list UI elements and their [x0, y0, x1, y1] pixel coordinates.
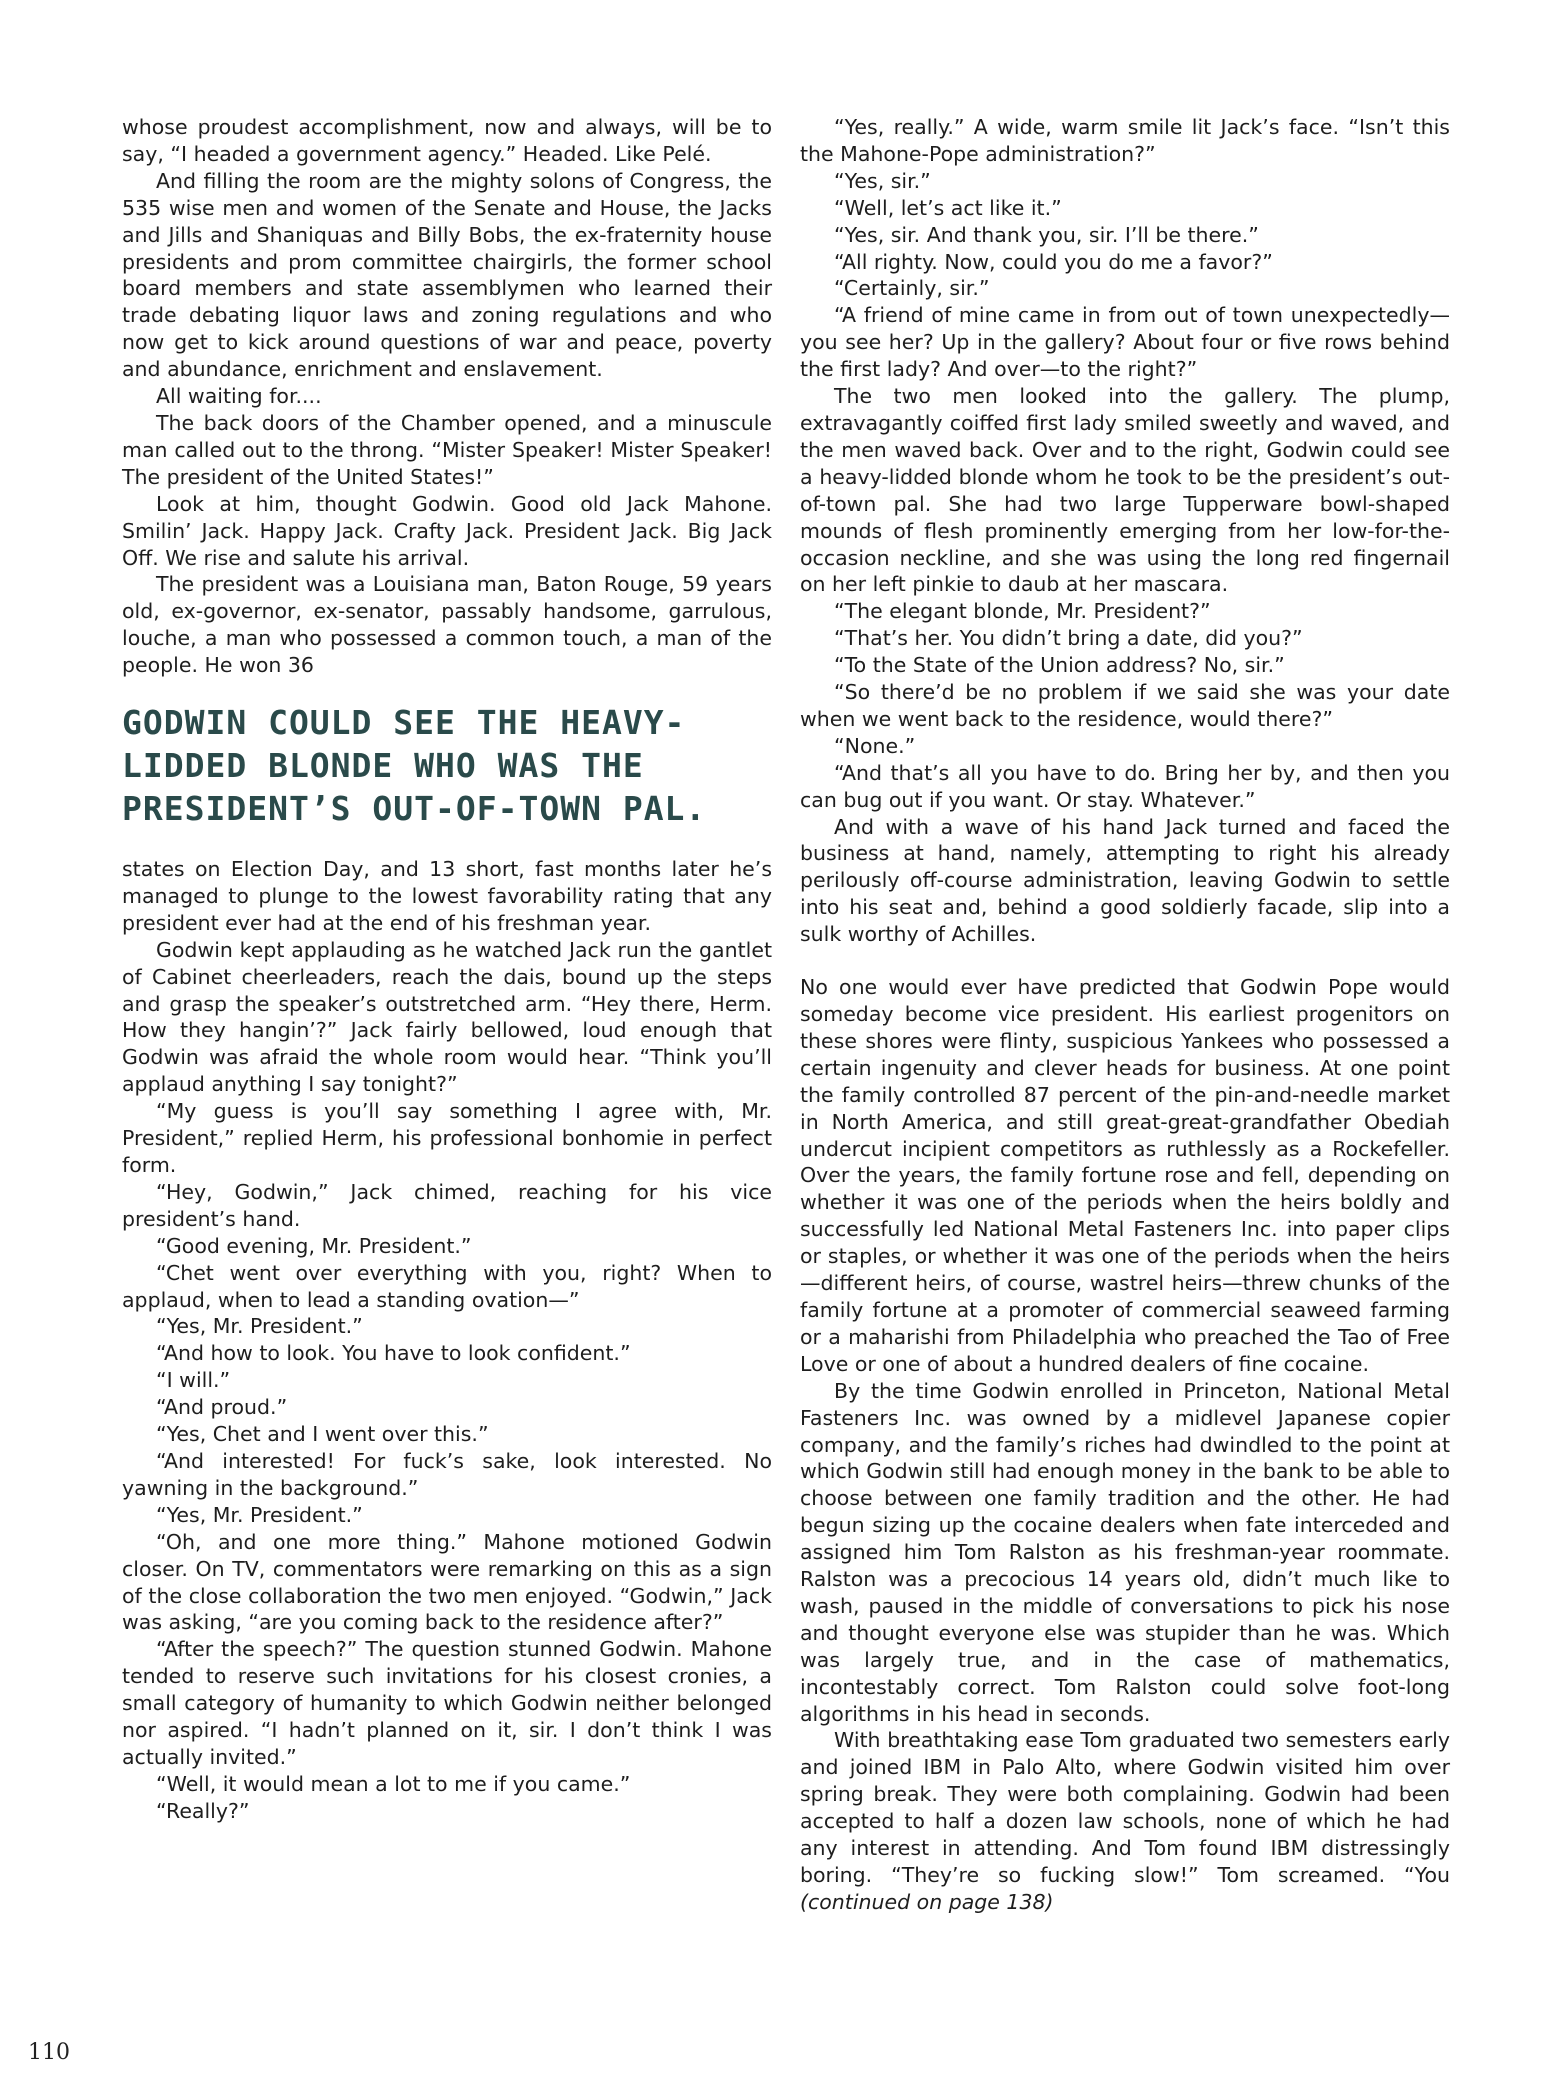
paragraph-text: “Yes, sir.” [834, 168, 931, 193]
paragraph-text: And filling the room are the mighty solons of Congress, the 535 wise men and women of the Senate and House, the Jacks and Jills and Shaniquas and Billy Bobs, the ex-fraternity house presidents and prom committee chairgirls, the former school board members and state assemblymen who learned their trade debating liquor laws and zoning regulations and who now get to kick around questions of war and peace, poverty and abundance, enrichment and enslavement. [122, 168, 772, 382]
paragraph-text: The two men looked into the gallery. The plump, extravagantly coiffed first lady smiled sweetly and waved, and the men waved back. Over and to the right, Godwin could see a heavy-lidded blonde whom he took to be the president’s out-of-town pal. She had two large Tupperware bowl-shaped mounds of flesh prominently emerging from her low-for-the-occasion neckline, and she was using the long red fingernail on her left pinkie to daub at her mascara. [800, 384, 1450, 597]
paragraph [122, 410, 772, 491]
paragraph [800, 114, 1450, 168]
paragraph-text: “All righty. Now, could you do me a favor?” [834, 249, 1273, 274]
paragraph [122, 1340, 772, 1367]
paragraph-text: “Certainly, sir.” [834, 276, 990, 301]
paragraph [122, 1421, 772, 1448]
paragraph-text: No one would ever have predicted that Godwin Pope would someday become vice president. His earliest progenitors on these shores were flinty, suspicious Yankees who possessed a certain ingenuity and clever heads for business. At one point the family controlled 87 percent of the pin-and-needle market in North America, and still great-great-grandfather Obediah undercut incipient competitors as ruthlessly as a Rockefeller. Over the years, the family fortune rose and fell, depending on whether it was one of the periods when the heirs boldly and successfully led National Metal Fasteners Inc. into paper clips or staples, or whether it was one of the periods when the heirs—different heirs, of course, wastrel heirs—threw chunks of the family fortune at a promoter of commercial seaweed farming or a maharishi from Philadelphia who preached the Tao of Free Love or one of about a hundred dealers of fine cocaine. [800, 975, 1450, 1376]
section-break [800, 948, 1450, 974]
left-column [122, 114, 772, 1825]
paragraph [800, 249, 1450, 276]
paragraph-text: “And that’s all you have to do. Bring her by, and then you can bug out if you want. Or stay. Whatever.” [800, 760, 1450, 812]
paragraph-text: “And how to look. You have to look confident.” [156, 1341, 631, 1366]
left-top-text [122, 114, 772, 679]
paragraph [122, 1394, 772, 1421]
paragraph-text: “I will.” [156, 1368, 231, 1393]
paragraph [122, 491, 772, 572]
paragraph [122, 856, 772, 937]
paragraph [800, 1378, 1450, 1728]
left-bottom-text [122, 856, 772, 1825]
paragraph-text: “Yes, Mr. President.” [156, 1314, 363, 1339]
paragraph-text: “So there’d be no problem if we said she was your date when we went back to the residence, would there?” [800, 680, 1450, 731]
paragraph [122, 571, 772, 679]
paragraph [122, 383, 772, 410]
paragraph-text: “Chet went over everything with you, right? When to applaud, when to lead a standing ovation—” [122, 1260, 772, 1312]
paragraph [800, 598, 1450, 625]
paragraph-text: “That’s her. You didn’t bring a date, did you?” [834, 626, 1303, 651]
paragraph [122, 937, 772, 1098]
paragraph [800, 652, 1450, 679]
paragraph [122, 1098, 772, 1179]
paragraph-text: By the time Godwin enrolled in Princeton, National Metal Fasteners Inc. was owned by a midlevel Japanese copier company, and the family’s riches had dwindled to the point at which Godwin still had enough money in the bank to be able to choose between one family tradition and the other. He had begun sizing up the cocaine dealers when fate interceded and assigned him Tom Ralston as his freshman-year roommate. Ralston was a precocious 14 years old, didn’t much like to wash, paused in the middle of conversations to pick his nose and thought everyone else was stupider than he was. Which was largely true, and in the case of mathematics, incontestably correct. Tom Ralston could solve foot-long algorithms in his head in seconds. [800, 1378, 1451, 1726]
paragraph-text: “A friend of mine came in from out of town unexpectedly—you see her? Up in the gallery? About four or five rows behind the first lady? And over—to the right?” [800, 303, 1450, 382]
paragraph [122, 1798, 772, 1825]
paragraph [122, 1233, 772, 1260]
paragraph [800, 733, 1450, 760]
paragraph [122, 1636, 772, 1771]
paragraph [122, 114, 772, 168]
paragraph-text: “To the State of the Union address? No, sir.” [834, 653, 1285, 678]
paragraph-text: All waiting for.... [156, 384, 322, 409]
paragraph [800, 974, 1450, 1378]
paragraph [800, 168, 1450, 195]
paragraph-text: “After the speech?” The question stunned Godwin. Mahone tended to reserve such invitations for his closest cronies, a small category of humanity to which Godwin neither belonged nor aspired. “I hadn’t planned on it, sir. I don’t think I was actually invited.” [122, 1637, 772, 1769]
paragraph-text: “Oh, and one more thing.” Mahone motioned Godwin closer. On TV, commentators were remarking on this as a sign of the close collaboration the two men enjoyed. “Godwin,” Jack was asking, “are you coming back to the residence after?” [122, 1529, 772, 1635]
paragraph-text: “Hey, Godwin,” Jack chimed, reaching for his vice president’s hand. [122, 1179, 772, 1231]
paragraph [800, 679, 1450, 733]
page-number: 110 [28, 2040, 70, 2065]
right-column [800, 114, 1450, 1916]
paragraph [122, 1367, 772, 1394]
pull-quote: GODWIN COULD SEE THE HEAVY-LIDDED BLONDE WHO WAS THE PRESIDENT’S OUT-OF-TOWN PAL. [122, 703, 707, 829]
paragraph [122, 1771, 772, 1798]
paragraph-text: “None.” [834, 733, 916, 758]
paragraph-text: “And interested! For fuck’s sake, look interested. No yawning in the background.” [122, 1448, 772, 1500]
paragraph-text: whose proudest accomplishment, now and always, will be to say, “I headed a government agency.” Headed. Like Pelé. [122, 115, 772, 166]
right-top-text [800, 114, 1450, 948]
paragraph [800, 625, 1450, 652]
paragraph-text: “And proud.” [156, 1395, 288, 1420]
paragraph-text: The president was a Louisiana man, Baton Rouge, 59 years old, ex-governor, ex-senator, passably handsome, garrulous, louche, a man who possessed a common touch, a man of the people. He won 36 [122, 572, 772, 678]
paragraph [800, 760, 1450, 814]
paragraph-text: “Yes, Chet and I went over this.” [156, 1422, 489, 1447]
paragraph [122, 1179, 772, 1233]
paragraph-text: states on Election Day, and 13 short, fast months later he’s managed to plunge to the lowest favorability rating that any president ever had at the end of his freshman year. [122, 857, 772, 935]
paragraph [122, 1260, 772, 1314]
paragraph-text: “Yes, sir. And thank you, sir. I’ll be there.” [834, 222, 1259, 247]
paragraph [122, 1448, 772, 1502]
paragraph [122, 1313, 772, 1340]
paragraph-text: “Yes, really.” A wide, warm smile lit Jack’s face. “Isn’t this the Mahone-Pope administration?” [800, 115, 1450, 166]
paragraph-text: “Well, let’s act like it.” [834, 195, 1062, 220]
paragraph [800, 275, 1450, 302]
paragraph-text: With breathtaking ease Tom graduated two semesters early and joined IBM in Palo Alto, where Godwin visited him over spring break. They were both complaining. Godwin had been accepted to half a dozen law schools, none of which he had any interest in attending. And Tom found IBM distressingly boring. “They’re so fucking slow!” Tom screamed. “You [800, 1728, 1450, 1887]
paragraph-text: “The elegant blonde, Mr. President?” [834, 599, 1211, 624]
paragraph [800, 195, 1450, 222]
paragraph [800, 383, 1450, 598]
paragraph [800, 1727, 1450, 1915]
paragraph-text: Godwin kept applauding as he watched Jack run the gantlet of Cabinet cheerleaders, reach the dais, bound up the steps and grasp the speaker’s outstretched arm. “Hey there, Herm. How they hangin’?” Jack fairly bellowed, loud enough that Godwin was afraid the whole room would hear. “Think you’ll applaud anything I say tonight?” [122, 937, 772, 1097]
paragraph-text: “Yes, Mr. President.” [156, 1502, 363, 1527]
paragraph-text: “Really?” [156, 1798, 250, 1823]
paragraph-text: Look at him, thought Godwin. Good old Jack Mahone. Smilin’ Jack. Happy Jack. Crafty Jack. President Jack. Big Jack Off. We rise and salute his arrival. [122, 491, 772, 570]
paragraph [122, 168, 772, 383]
paragraph [800, 814, 1450, 949]
paragraph-text: “Good evening, Mr. President.” [156, 1233, 472, 1258]
continued-note: (continued on page 138) [800, 1889, 1054, 1914]
paragraph-text: “Well, it would mean a lot to me if you came.” [156, 1771, 631, 1796]
paragraph-text: The back doors of the Chamber opened, and a minuscule man called out to the throng. “Mister Speaker! Mister Speaker! The president of the United States!” [122, 410, 772, 489]
paragraph [122, 1529, 772, 1637]
right-bottom-text [800, 974, 1450, 1916]
paragraph-text: And with a wave of his hand Jack turned and faced the business at hand, namely, attempting to right his already perilously off-course administration, leaving Godwin to settle into his seat and, behind a good soldierly facade, slip into a sulk worthy of Achilles. [800, 814, 1450, 947]
paragraph [800, 222, 1450, 249]
paragraph [122, 1502, 772, 1529]
paragraph [800, 302, 1450, 383]
paragraph-text: “My guess is you’ll say something I agree with, Mr. President,” replied Herm, his professional bonhomie in perfect form. [122, 1099, 772, 1177]
